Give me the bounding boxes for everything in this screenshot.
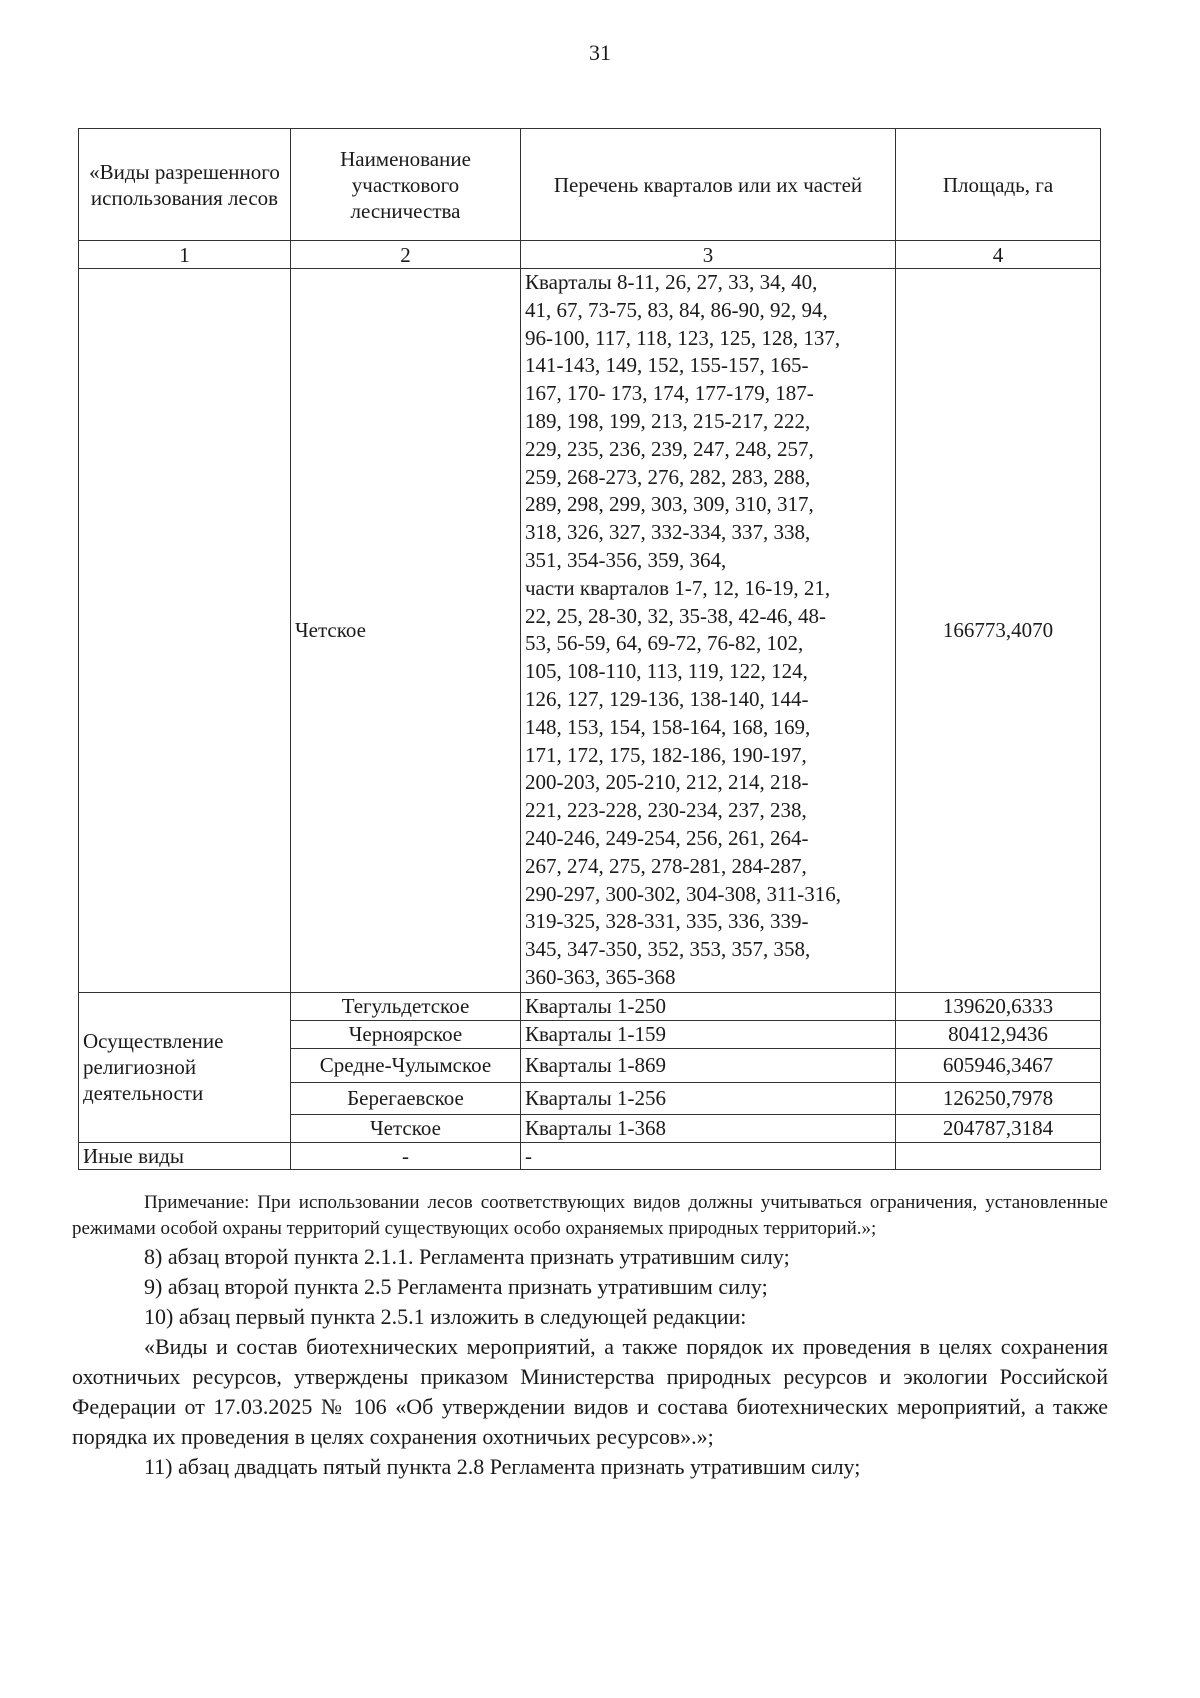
column-number: 2 [291,241,521,269]
forestry-cell: Берегаевское [291,1082,521,1114]
table-row [79,269,1101,993]
forestry-cell: - [291,1142,521,1169]
quoted-paragraph: «Виды и состав биотехнических мероприятий, а также порядок их проведения в целях сохранения охотничьих ресурсов, утверждены приказом Министерства природных ресурсов и экологии Российской Федерации от 17.03.2025 № 106 «Об утверждении видов и состава биотехнических мероприятий, а также порядка их проведения в целях сохранения охотничьих ресурсов».»; [72,1334,1108,1449]
area-cell: 80412,9436 [896,1020,1101,1048]
quarters-cell: Кварталы 1-159 [521,1020,896,1048]
paragraph-item-9: 9) абзац второй пункта 2.5 Регламента признать утратившим силу; [144,1274,768,1299]
column-number: 1 [79,241,291,269]
area-cell: 204787,3184 [896,1114,1101,1142]
header-cell: «Виды разрешенного использования лесов [79,129,291,241]
quarters-cell: Кварталы 1-250 [521,992,896,1020]
quarters-cell: Кварталы 1-869 [521,1048,896,1082]
quarters-cell: - [521,1142,896,1169]
quarters-cell: Кварталы 8-11, 26, 27, 33, 34, 40, 41, 67, 73-75, 83, 84, 86-90, 92, 94, 96-100, 117, 118, 123, 125, 128, 137, 141-143, 149, 152, 155-157, 165- 167, 170- 173, 174, 177-179, 187- 189, 198, 199, 213, 215-217, 222, 229, 235, 236, 239, 247, 248, 257, 259, 268-273, 276, 282, 283, 288, 289, 298, 299, 303, 309, 310, 317, 318, 326, 327, 332-334, 337, 338, 351, 354-356, 359, 364, части кварталов 1-7, 12, 16-19, 21, 22, 25, 28-30, 32, 35-38, 42-46, 48- 53, 56-59, 64, 69-72, 76-82, 102, 105, 108-110, 113, 119, 122, 124, 126, 127, 129-136, 138-140, 144- 148, 153, 154, 158-164, 168, 169, 171, 172, 175, 182-186, 190-197, 200-203, 205-210, 212, 214, 218- 221, 223-228, 230-234, 237, 238, 240-246, 249-254, 256, 261, 264- 267, 274, 275, 278-281, 284-287, 290-297, 300-302, 304-308, 311-316, 319-325, 328-331, 335, 336, 339- 345, 347-350, 352, 353, 357, 358, 360-363, 365-368 [521,269,896,993]
use-type-cell: Иные виды [79,1142,291,1169]
table-header-row [79,129,1101,241]
column-number: 3 [521,241,896,269]
forestry-cell: Средне-Чулымское [291,1048,521,1082]
paragraph-item-8: 8) абзац второй пункта 2.1.1. Регламента признать утратившим силу; [144,1244,790,1269]
column-number-row [79,241,1101,269]
page-number: 31 [589,40,611,65]
table-row [79,992,1101,1020]
forestry-cell: Четское [291,269,521,993]
header-cell: Перечень кварталов или их частей [521,129,896,241]
forestry-cell: Тегульдетское [291,992,521,1020]
forest-use-table [78,128,1101,1170]
forestry-cell: Четское [291,1114,521,1142]
area-cell: 139620,6333 [896,992,1101,1020]
paragraph-item-11: 11) абзац двадцать пятый пункта 2.8 Регламента признать утратившим силу; [144,1454,861,1479]
header-cell: Наименование участкового лесничества [291,129,521,241]
use-type-cell [79,269,291,993]
paragraph-item-10: 10) абзац первый пункта 2.5.1 изложить в следующей редакции: [144,1304,747,1329]
table-row [79,1142,1101,1169]
use-type-cell: Осуществление религиозной деятельности [79,992,291,1142]
header-cell: Площадь, га [896,129,1101,241]
quarters-cell: Кварталы 1-368 [521,1114,896,1142]
area-cell: 605946,3467 [896,1048,1101,1082]
column-number: 4 [896,241,1101,269]
table-note: Примечание: При использовании лесов соответствующих видов должны учитываться ограничения, установленные режимами особой охраны территорий существующих особо охраняемых природных территорий.»; [72,1192,1108,1239]
forestry-cell: Черноярское [291,1020,521,1048]
area-cell: 166773,4070 [896,269,1101,993]
area-cell: 126250,7978 [896,1082,1101,1114]
quarters-cell: Кварталы 1-256 [521,1082,896,1114]
document-body [72,1190,1108,1482]
area-cell [896,1142,1101,1169]
